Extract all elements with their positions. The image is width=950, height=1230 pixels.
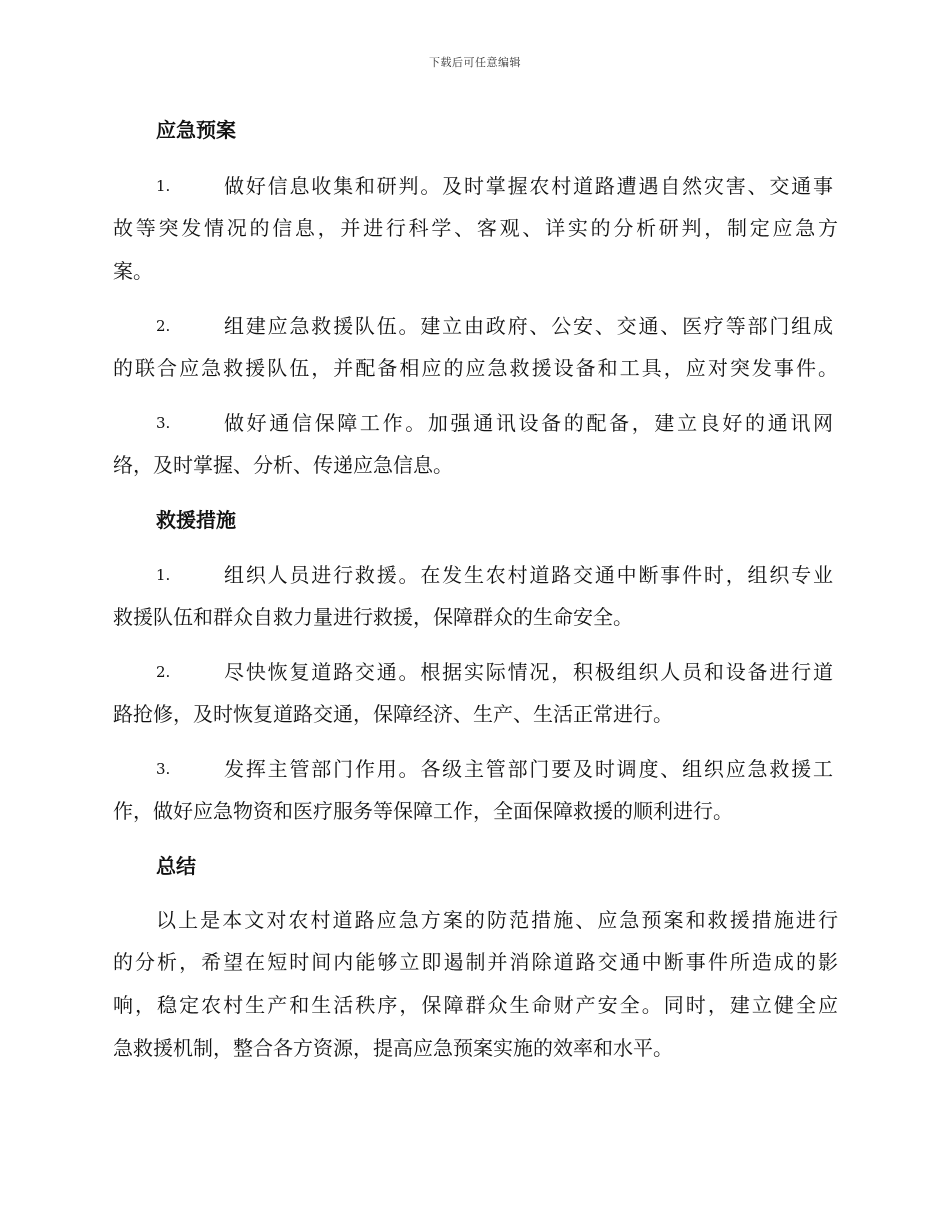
list-item-line: 故等突发情况的信息，并进行科学、客观、详实的分析研判，制定应急方 xyxy=(113,216,838,240)
list-item-number: 1. xyxy=(156,177,171,195)
list-item-line: 组建应急救援队伍。建立由政府、公安、交通、医疗等部门组成 xyxy=(224,314,833,338)
section-heading-rescue-measures: 救援措施 xyxy=(156,508,236,532)
list-item-line: 发挥主管部门作用。各级主管部门要及时调度、组织应急救援工 xyxy=(224,757,833,781)
list-item xyxy=(156,656,833,685)
paragraph-line: 的分析，希望在短时间内能够立即遏制并消除道路交通中断事件所造成的影 xyxy=(113,950,838,974)
list-item-line: 作，做好应急物资和医疗服务等保障工作，全面保障救援的顺利进行。 xyxy=(113,799,733,823)
list-item-number: 2. xyxy=(156,663,171,681)
paragraph-line: 响，稳定农村生产和生活秩序，保障群众生命财产安全。同时，建立健全应 xyxy=(113,993,838,1017)
list-item-number: 3. xyxy=(156,760,171,778)
list-item xyxy=(156,753,833,782)
paragraph-line: 急救援机制，整合各方资源，提高应急预案实施的效率和水平。 xyxy=(113,1036,673,1060)
list-item-number: 3. xyxy=(156,414,171,432)
list-item xyxy=(156,310,833,339)
paragraph-line: 以上是本文对农村道路应急方案的防范措施、应急预案和救援措施进行 xyxy=(156,908,838,932)
list-item-line: 救援队伍和群众自救力量进行救援，保障群众的生命安全。 xyxy=(113,605,633,629)
section-heading-emergency-plan: 应急预案 xyxy=(156,118,236,142)
list-item xyxy=(156,170,833,199)
section-heading-summary: 总结 xyxy=(156,854,196,878)
list-item xyxy=(156,559,833,588)
page-header: 下载后可任意编辑 xyxy=(429,56,521,69)
list-item-line: 做好通信保障工作。加强通讯设备的配备，建立良好的通讯网 xyxy=(224,411,833,435)
list-item-line: 尽快恢复道路交通。根据实际情况，积极组织人员和设备进行道 xyxy=(224,660,833,684)
list-item-line: 做好信息收集和研判。及时掌握农村道路遭遇自然灾害、交通事 xyxy=(224,174,833,198)
list-item xyxy=(156,407,833,436)
list-item-line: 组织人员进行救援。在发生农村道路交通中断事件时，组织专业 xyxy=(224,563,833,587)
list-item-number: 1. xyxy=(156,566,171,584)
list-item-line: 案。 xyxy=(113,259,153,283)
list-item-line: 络，及时掌握、分析、传递应急信息。 xyxy=(113,453,453,477)
list-item-number: 2. xyxy=(156,317,171,335)
list-item-line: 路抢修，及时恢复道路交通，保障经济、生产、生活正常进行。 xyxy=(113,702,673,726)
list-item-line: 的联合应急救援队伍，并配备相应的应急救援设备和工具，应对突发事件。 xyxy=(113,356,838,380)
